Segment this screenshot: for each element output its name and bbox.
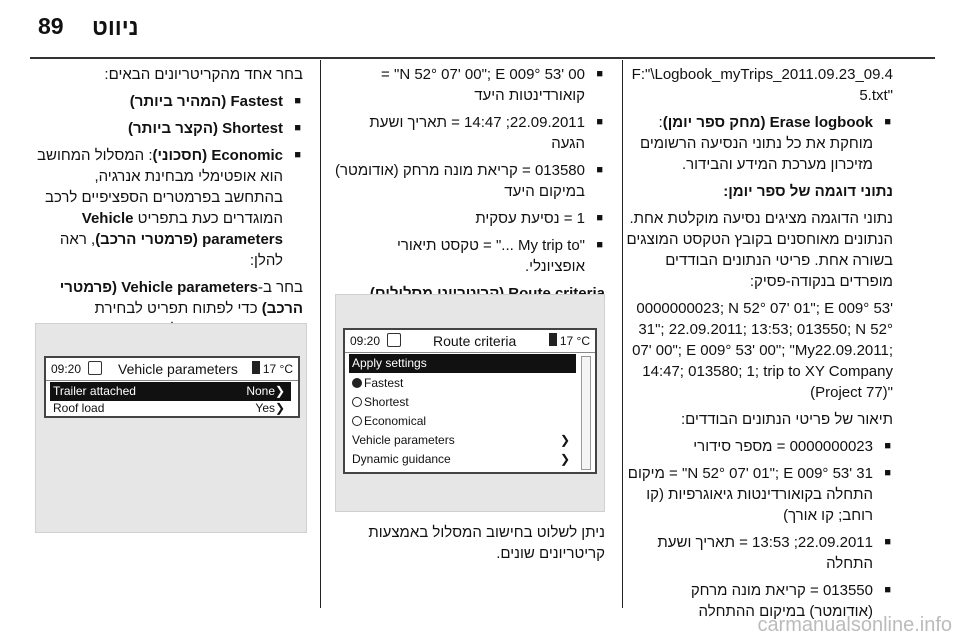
menu-item-dynamic-guidance[interactable] [349,450,576,469]
navigation-icon [88,361,102,375]
menu-item-label: Dynamic guidance [352,452,451,466]
chevron-right-icon: ❯ [559,452,570,466]
column-right [625,64,893,628]
temperature: 17 °C [559,334,590,348]
page-number: 89 [38,13,64,39]
column-left [35,64,303,346]
menu-item-trailer-attached[interactable] [50,382,291,401]
watermark [0,610,960,642]
chevron-right-icon: ❯ [274,384,285,398]
route-criteria-caption [335,522,605,570]
para-lead: בחר ב- [258,279,303,296]
intro-text: בחר אחד מהקריטריונים הבאים: [104,66,303,83]
header-divider [30,57,935,59]
screen-title: Route criteria [433,333,517,349]
page-header [0,0,960,56]
menu-item-label: Economical [364,414,427,428]
vehicle-parameters-screen [44,356,300,418]
radio-icon [352,397,362,407]
option-economic-desc: : המסלול המחושב הוא אופטימלי מבחינת אנרגיה, בהתחשב בפרמטרים הספציפיים לרכב המוגדרים כעת בתפריט [37,147,283,227]
menu-item-value: Yes [255,401,275,415]
menu-item-value: None [246,384,275,398]
screen-title: Vehicle parameters [118,361,238,377]
menu-item-label: Roof load [53,401,105,415]
option-economic [35,145,303,271]
list-item: ■ 0000000023 = מספר סידורי [625,436,893,457]
menu-item-roof-load[interactable] [50,401,291,415]
erase-logbook-desc: : מוחקת את כל נתוני הנסיעה הרשומים מזיכרון מערכת המידע והבידור. [639,114,873,173]
menu-item-label: Vehicle parameters [352,433,455,447]
list-item: ■ "My trip to ..." = טקסט תיאורי אופציונלי. [335,235,605,277]
route-criteria-figure [335,294,605,512]
option-economic-label: Economic (חסכוני) [152,147,283,164]
radio-icon [352,416,362,426]
list-item: ■ 1 = נסיעת עסקית [335,208,605,229]
route-criteria-screen [343,328,597,474]
option-fastest: ■ Fastest (המהיר ביותר) [35,91,303,112]
menu-item-fastest[interactable] [349,374,403,393]
menu-item-label: Trailer attached [53,384,136,398]
menu-item-shortest[interactable] [349,393,409,412]
list-item: ■ N 52° 07' 01"; E 009° 53' 31" = מיקום התחלה בקואורדינטות גיאוגרפיות (קו רוחב; קו אורך) [625,463,893,526]
menu-item-label: Shortest [364,395,409,409]
clock: 09:20 [51,362,82,376]
option-shortest: ■ Shortest (הקצר ביותר) [35,118,303,139]
sample-heading: נתוני דוגמה של ספר יומן: [723,183,893,200]
menu-item-apply-settings[interactable]: Apply settings [349,354,576,373]
radio-selected-icon [352,378,362,388]
sample-data: 0000000023; N 52° 07' 01"; E 009° 53' 31"; 22.09.2011; 13:53; 013550; N 52° 07' 00"; E 009° 53' 00"; "My22.09.2011; 14:47; 013580; 1; trip to XY Company (Project 77)" [632,300,893,401]
column-middle [335,64,605,310]
list-item: ■ N 52° 07' 00"; E 009° 53' 00" = קואורדינטות היעד [335,64,605,106]
erase-logbook-item [625,112,893,175]
screen-status-bar [345,330,595,353]
option-economic-tail: , ראה להלן: [59,231,283,269]
caption-text: ניתן לשלוט בחישוב המסלול באמצעות קריטריונים שונים. [368,524,605,562]
list-item: ■ 22.09.2011; 14:47 = תאריך ושעת הגעה [335,112,605,154]
vehicle-parameters-label: Vehicle parameters (פרמטרי הרכב) [59,279,303,317]
column-divider-right [622,60,623,608]
chapter-title: ניווט [92,14,139,40]
menu-item-economical[interactable] [349,412,426,431]
vehicle-parameters-figure [35,323,307,533]
scrollbar[interactable] [581,356,591,470]
list-item: ■ 22.09.2011; 13:53 = תאריך ושעת התחלה [625,532,893,574]
navigation-icon [387,333,401,347]
vehicle-parameters-ref: Vehicle parameters (פרמטרי הרכב) [81,210,283,248]
column-divider-left [320,60,321,608]
chevron-right-icon: ❯ [274,401,285,415]
erase-logbook-label: Erase logbook (מחק ספר יומן) [662,114,873,131]
list-item: ■ 013580 = קריאת מונה מרחק (אודומטר) במיקום היעד [335,160,605,202]
clock: 09:20 [350,334,381,348]
phone-icon [549,333,557,346]
para-tail: כדי לפתוח תפריט לבחירת [94,300,258,317]
screen-status-bar [46,358,298,381]
list-item: ■ 013550 = קריאת מונה מרחק (אודומטר) במיקום ההתחלה [625,580,893,622]
watermark-text: carmanualsonline.info [757,614,952,636]
desc-heading: תיאור של פריטי הנתונים הבודדים: [680,411,893,428]
temperature: 17 °C [262,362,293,376]
sample-text: נתוני הדוגמה מציגים נסיעה מוקלטת אחת. הנתונים מאוחסנים בקובץ הטקסט המוצגים בשורה אחת. פריטי הנתונים הבודדים מופרדים בנקודה-פסיק: [626,210,893,290]
menu-item-label: Fastest [364,376,404,390]
file-path: F:"\Logbook_myTrips_2011.09.23_09.45.txt" [631,66,893,104]
phone-icon [252,361,260,374]
chevron-right-icon: ❯ [559,433,570,447]
menu-item-vehicle-parameters[interactable] [349,431,576,450]
